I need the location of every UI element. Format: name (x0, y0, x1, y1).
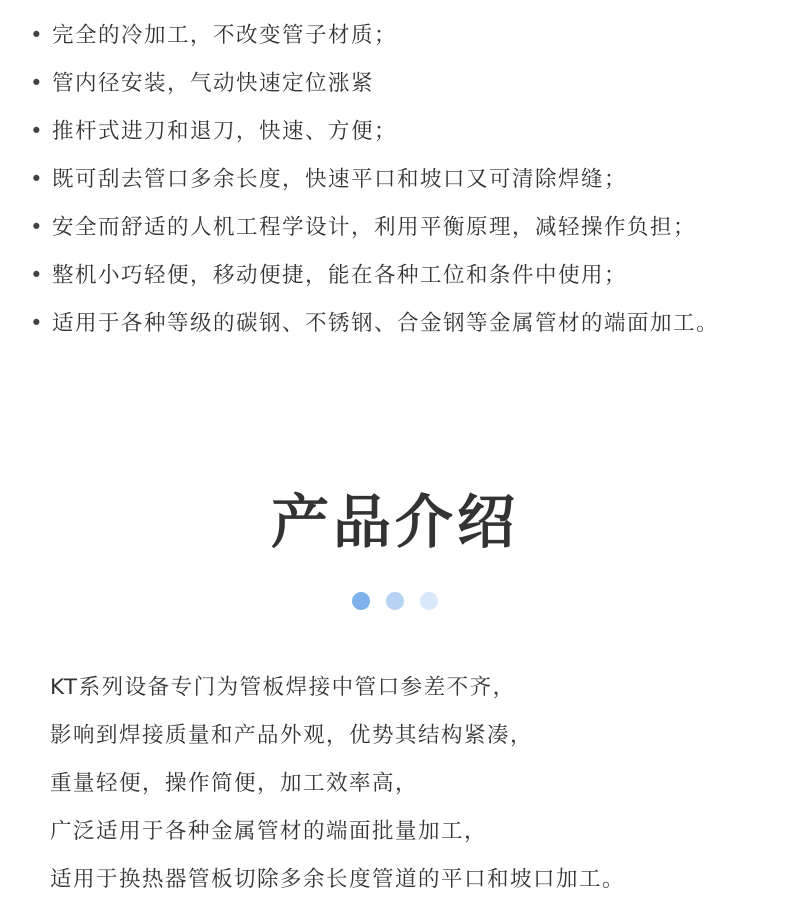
bullet-icon: • (30, 311, 45, 336)
intro-line: 适用于换热器管板切除多余长度管道的平口和坡口加工。 (50, 867, 626, 892)
decorative-dots (0, 592, 790, 610)
dot-icon (352, 592, 370, 610)
feature-text: 整机小巧轻便，移动便捷，能在各种工位和条件中使用； (52, 263, 628, 288)
bullet-icon: • (30, 23, 45, 48)
bullet-icon: • (30, 215, 45, 240)
feature-list (30, 14, 790, 350)
intro-line: 影响到焊接质量和产品外观，优势其结构紧凑， (50, 723, 534, 748)
intro-line: KT系列设备专门为管板焊接中管口参差不齐， (50, 675, 516, 700)
intro-paragraph (50, 666, 790, 906)
feature-item (30, 206, 790, 254)
feature-item (30, 158, 790, 206)
feature-item (30, 302, 790, 350)
feature-text: 推杆式进刀和退刀，快速、方便； (52, 119, 398, 144)
feature-text: 既可刮去管口多余长度，快速平口和坡口又可清除焊缝； (52, 167, 628, 192)
dot-icon (386, 592, 404, 610)
feature-item (30, 14, 790, 62)
feature-text: 适用于各种等级的碳钢、不锈钢、合金钢等金属管材的端面加工。 (52, 311, 720, 336)
bullet-icon: • (30, 119, 45, 144)
bullet-icon: • (30, 263, 45, 288)
dot-icon (420, 592, 438, 610)
feature-item (30, 254, 790, 302)
feature-text: 管内径安装，气动快速定位涨紧 (52, 71, 375, 96)
feature-item (30, 110, 790, 158)
feature-item (30, 62, 790, 110)
feature-text: 安全而舒适的人机工程学设计，利用平衡原理，减轻操作负担； (52, 215, 697, 240)
bullet-icon: • (30, 71, 45, 96)
intro-line: 重量轻便，操作简便，加工效率高， (50, 771, 419, 796)
feature-text: 完全的冷加工，不改变管子材质； (52, 23, 398, 48)
bullet-icon: • (30, 167, 45, 192)
section-title: 产品介绍 (270, 488, 519, 556)
intro-line: 广泛适用于各种金属管材的端面批量加工， (50, 819, 488, 844)
